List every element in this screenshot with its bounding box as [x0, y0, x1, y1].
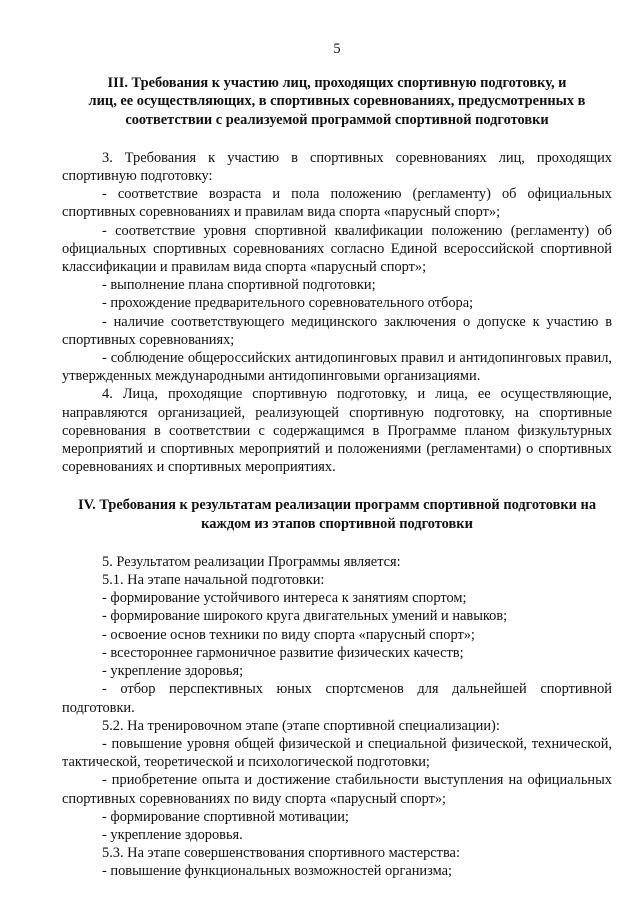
- list-item: - формирование широкого круга двигательных умений и навыков;: [102, 608, 508, 625]
- spacer: [62, 129, 612, 149]
- paragraph: 3. Требования к участию в спортивных соревнованиях лиц, проходящих спортивную подготовку:: [62, 149, 612, 185]
- section-3-heading-line-2: лиц, ее осуществляющих, в спортивных соревнованиях, предусмотренных в: [88, 93, 586, 110]
- list-item: - освоение основ техники по виду спорта «парусный спорт»;: [102, 626, 475, 643]
- section-4: [62, 496, 612, 880]
- list-item: - соблюдение общероссийских антидопинговых правил и антидопинговых правил, утвержденных международными антидопинговыми организациями.: [62, 350, 612, 385]
- section-4-heading-line-2: каждом из этапов спортивной подготовки: [201, 515, 473, 532]
- list-item: - наличие соответствующего медицинского заключения о допуске к участию в спортивных соревнованиях;: [62, 313, 612, 348]
- list-item: - повышение уровня общей физической и специальной физической, технической, тактической, теоретической и психологической подготовки;: [62, 735, 612, 771]
- spacer: [62, 476, 612, 496]
- list-item: - повышение функциональных возможностей организма;: [102, 863, 453, 880]
- list-item: - приобретение опыта и достижение стабильности выступления на официальных спортивных соревнованиях по виду спорта «парусный спорт»;: [62, 772, 612, 807]
- list-item: - укрепление здоровья;: [102, 663, 244, 680]
- list-item: - отбор перспективных юных спортсменов для дальнейшей спортивной подготовки.: [62, 681, 612, 716]
- list-item: - прохождение предварительного соревновательного отбора;: [102, 295, 474, 312]
- section-3: [62, 74, 612, 476]
- section-4-heading-line-1: IV. Требования к результатам реализации программ спортивной подготовки на: [77, 497, 597, 514]
- paragraph: 4. Лица, проходящие спортивную подготовку, и лица, ее осуществляющие, направляются организацией, реализующей спортивную подготовку, на спортивные соревнования в соответствии с содержащимся в Программе планом физкультурных мероприятий и спортивных мероприятий и положениями (регламентами) о спортивных соревнованиях и спортивных мероприятиях.: [62, 386, 612, 476]
- paragraph: 5. Результатом реализации Программы является:: [102, 553, 401, 570]
- list-item: - всестороннее гармоничное развитие физических качеств;: [102, 644, 464, 661]
- list-item: - выполнение плана спортивной подготовки;: [102, 277, 376, 294]
- spacer: [62, 533, 612, 553]
- section-3-heading-line-3: соответствии с реализуемой программой спортивной подготовки: [125, 111, 549, 128]
- paragraph: 5.2. На тренировочном этапе (этапе спортивной специализации):: [102, 717, 500, 734]
- list-item: - соответствие уровня спортивной квалификации положению (регламенту) об официальных спортивных соревнованиях согласно Единой всероссийской спортивной классификации и правилам вида спорта «парусный спорт»;: [62, 222, 612, 276]
- list-item: - укрепление здоровья.: [102, 826, 243, 843]
- paragraph: 5.3. На этапе совершенствования спортивного мастерства:: [102, 845, 460, 862]
- list-item: - формирование спортивной мотивации;: [102, 808, 349, 825]
- section-3-heading-line-1: III. Требования к участию лиц, проходящих спортивную подготовку, и: [107, 75, 567, 92]
- paragraph: 5.1. На этапе начальной подготовки:: [102, 572, 325, 589]
- list-item: - формирование устойчивого интереса к занятиям спортом;: [102, 590, 467, 607]
- page-number: 5: [333, 41, 341, 57]
- list-item: - соответствие возраста и пола положению (регламенту) об официальных спортивных соревнованиях и правилам вида спорта «парусный спорт»;: [62, 186, 612, 221]
